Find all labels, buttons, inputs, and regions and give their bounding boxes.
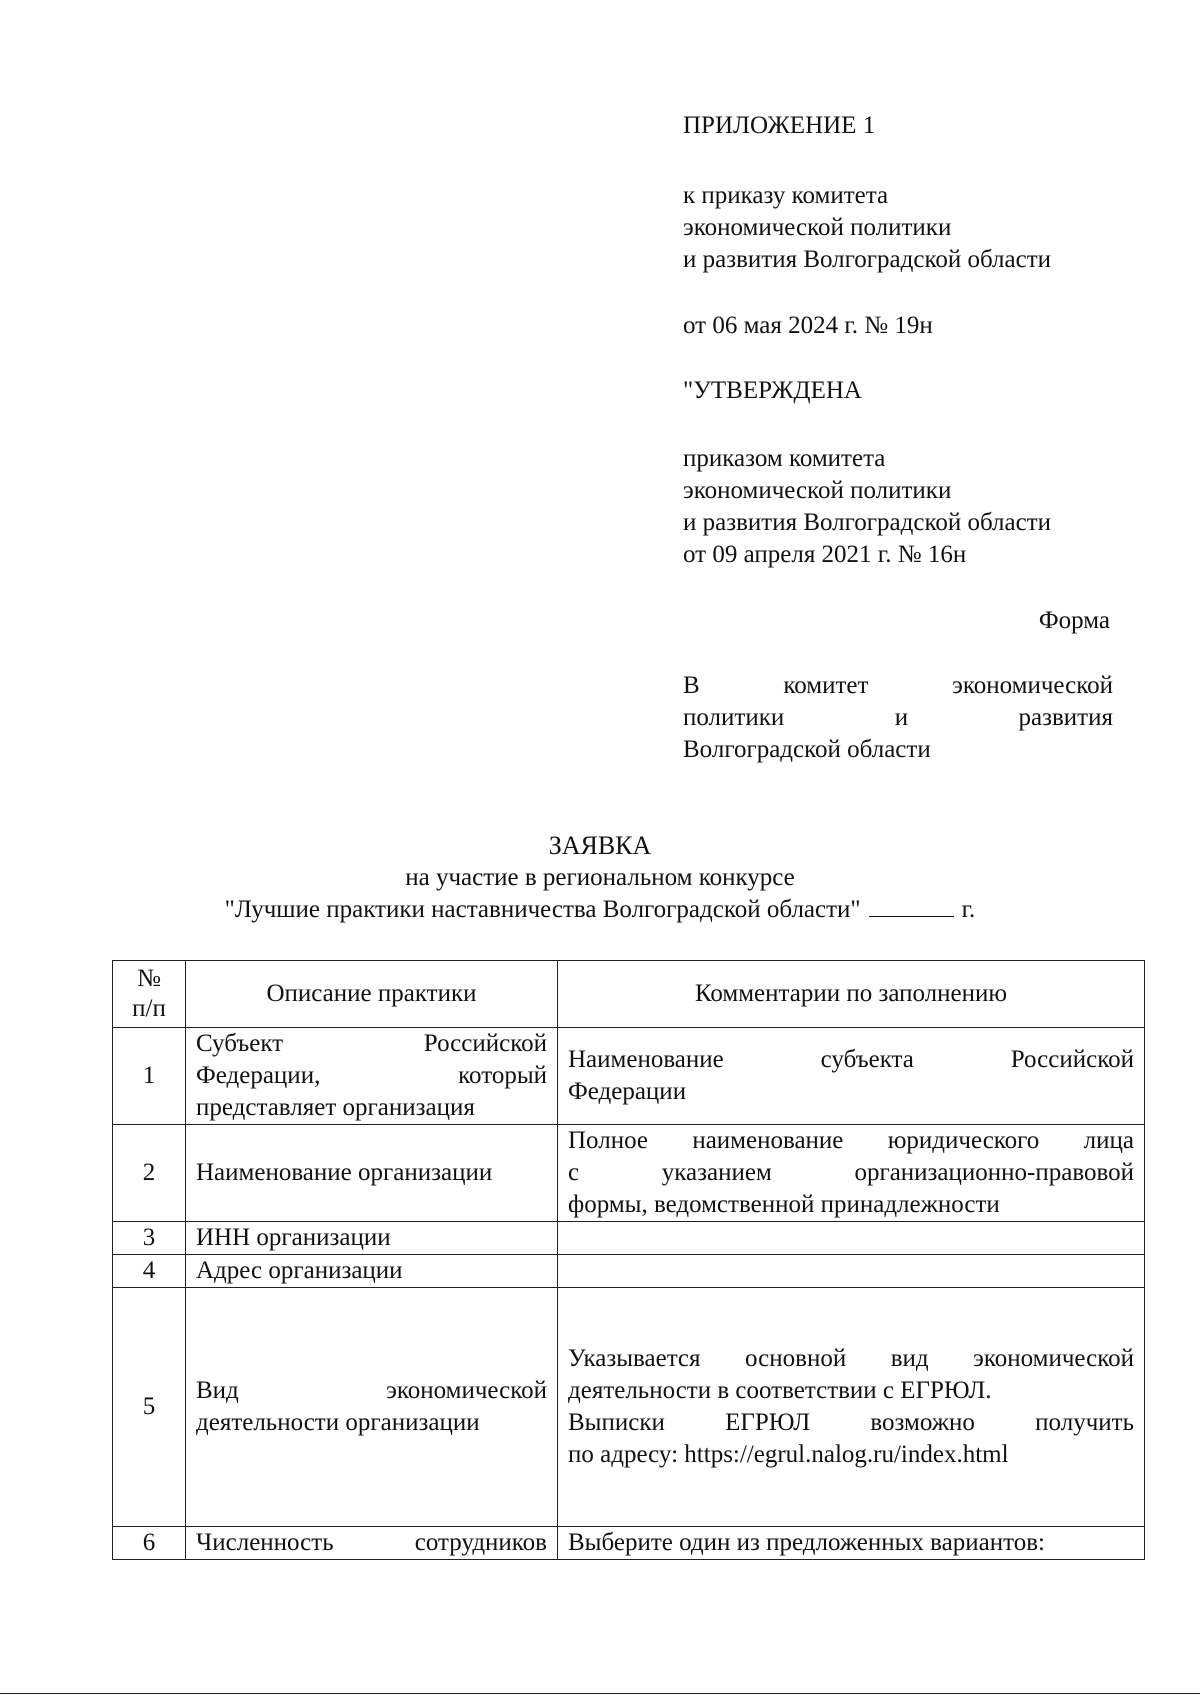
- addressee-word: экономической: [952, 672, 1113, 699]
- addressee-word: В: [683, 672, 700, 699]
- row-description[interactable]: [186, 1288, 558, 1527]
- word: юридического: [887, 1127, 1040, 1154]
- row-description[interactable]: ИНН организации: [186, 1222, 558, 1255]
- word: основной: [745, 1345, 847, 1372]
- contest-name-line: [0, 894, 1200, 926]
- table-row: [113, 1255, 1145, 1288]
- header-description: Описание практики: [186, 961, 558, 1028]
- word: лица: [1083, 1127, 1134, 1154]
- row-number: 5: [113, 1288, 186, 1527]
- comment-line: [568, 1407, 1134, 1439]
- row-number: 3: [113, 1222, 186, 1255]
- application-title: ЗАЯВКА: [548, 831, 652, 860]
- table-row: [113, 1222, 1145, 1255]
- application-heading: [0, 830, 1200, 926]
- word: экономической: [973, 1345, 1134, 1372]
- word: получить: [1035, 1409, 1134, 1436]
- year-suffix: г.: [961, 896, 976, 923]
- addressee-block: [683, 670, 1113, 766]
- addressee-word: и: [894, 704, 909, 731]
- comment-line: Федерации: [568, 1078, 687, 1105]
- approval-title: [683, 375, 1113, 407]
- word: субъекта: [820, 1046, 914, 1073]
- word: Вид: [196, 1377, 239, 1404]
- row-comment: Выберите один из предложенных вариантов:: [558, 1527, 1145, 1560]
- addressee-word: политики: [683, 704, 785, 731]
- approval-reference: [683, 443, 1113, 571]
- comment-line: [568, 1125, 1134, 1157]
- form-label: Форма: [1038, 607, 1110, 634]
- comment-line: деятельности в соответствии с ЕГРЮЛ.: [568, 1377, 992, 1404]
- approval-line: экономической политики: [683, 477, 952, 504]
- word: с: [568, 1159, 580, 1186]
- word: который: [458, 1062, 547, 1089]
- desc-line: представляет организация: [196, 1094, 475, 1121]
- comment-line: [568, 1343, 1134, 1375]
- word: указанием: [661, 1159, 772, 1186]
- desc-line: [196, 1375, 547, 1407]
- contest-name: "Лучшие практики наставничества Волгоградской области": [224, 896, 861, 923]
- word: Численность: [196, 1529, 334, 1556]
- addressee-line-2: [683, 702, 1113, 734]
- header-num-line: №: [137, 965, 161, 992]
- header-comment: Комментарии по заполнению: [558, 961, 1145, 1028]
- addressee-word: развития: [1018, 704, 1113, 731]
- word: возможно: [870, 1409, 975, 1436]
- word: сотрудников: [414, 1529, 547, 1556]
- order-date-text: от 06 мая 2024 г. № 19н: [683, 312, 933, 339]
- order-ref-line: экономической политики: [683, 214, 952, 241]
- word: наименование: [692, 1127, 844, 1154]
- approval-line: от 09 апреля 2021 г. № 16н: [683, 541, 967, 568]
- row-number: 2: [113, 1125, 186, 1222]
- order-reference: [683, 180, 1113, 276]
- order-date: [683, 310, 1113, 342]
- word: экономической: [386, 1377, 547, 1404]
- word: Указывается: [568, 1345, 701, 1372]
- desc-line: [196, 1527, 547, 1559]
- table-row: [113, 1288, 1145, 1527]
- approval-line: и развития Волгоградской области: [683, 509, 1052, 536]
- comment-line: [568, 1157, 1134, 1189]
- appendix-title-text: ПРИЛОЖЕНИЕ 1: [683, 112, 876, 139]
- row-comment: [558, 1288, 1145, 1527]
- year-blank-field[interactable]: [869, 894, 954, 917]
- row-comment-empty[interactable]: [558, 1255, 1145, 1288]
- application-subtitle: на участие в региональном конкурсе: [405, 864, 795, 891]
- approval-line: приказом комитета: [683, 445, 886, 472]
- table-row: [113, 1028, 1145, 1125]
- row-number: 1: [113, 1028, 186, 1125]
- word: Федерации,: [196, 1062, 321, 1089]
- header-num-line: п/п: [132, 995, 166, 1022]
- comment-line: [568, 1044, 1134, 1076]
- order-ref-line: и развития Волгоградской области: [683, 246, 1052, 273]
- row-description[interactable]: Адрес организации: [186, 1255, 558, 1288]
- row-comment: [558, 1028, 1145, 1125]
- row-comment-empty[interactable]: [558, 1222, 1145, 1255]
- approval-title-text: "УТВЕРЖДЕНА: [683, 377, 862, 404]
- word: вид: [890, 1345, 929, 1372]
- comment-line-url[interactable]: по адресу: https://egrul.nalog.ru/index.html: [568, 1441, 1009, 1468]
- word: Российской: [423, 1030, 547, 1057]
- row-comment: [558, 1125, 1145, 1222]
- order-ref-line: к приказу комитета: [683, 182, 889, 209]
- row-description[interactable]: Наименование организации: [186, 1125, 558, 1222]
- comment-line: формы, ведомственной принадлежности: [568, 1191, 1000, 1218]
- application-form-table: [112, 960, 1145, 1560]
- desc-line: деятельности организации: [196, 1409, 480, 1436]
- word: Субъект: [196, 1030, 284, 1057]
- table-header-row: [113, 961, 1145, 1028]
- word: Выписки: [568, 1409, 665, 1436]
- table-row: [113, 1527, 1145, 1560]
- desc-line: [196, 1060, 547, 1092]
- page-bottom-rule: [0, 1693, 1200, 1694]
- addressee-line-3: Волгоградской области: [683, 736, 931, 763]
- row-description[interactable]: [186, 1527, 558, 1560]
- row-number: 6: [113, 1527, 186, 1560]
- row-number: 4: [113, 1255, 186, 1288]
- appendix-title: [683, 110, 1113, 142]
- word: Полное: [568, 1127, 648, 1154]
- word: организационно-правовой: [854, 1159, 1134, 1186]
- desc-line: [196, 1028, 547, 1060]
- table-row: [113, 1125, 1145, 1222]
- addressee-word: комитет: [783, 672, 869, 699]
- addressee-line-1: [683, 670, 1113, 702]
- header-num: [113, 961, 186, 1028]
- word: ЕГРЮЛ: [725, 1409, 811, 1436]
- word: Российской: [1010, 1046, 1134, 1073]
- row-description[interactable]: [186, 1028, 558, 1125]
- word: Наименование: [568, 1046, 724, 1073]
